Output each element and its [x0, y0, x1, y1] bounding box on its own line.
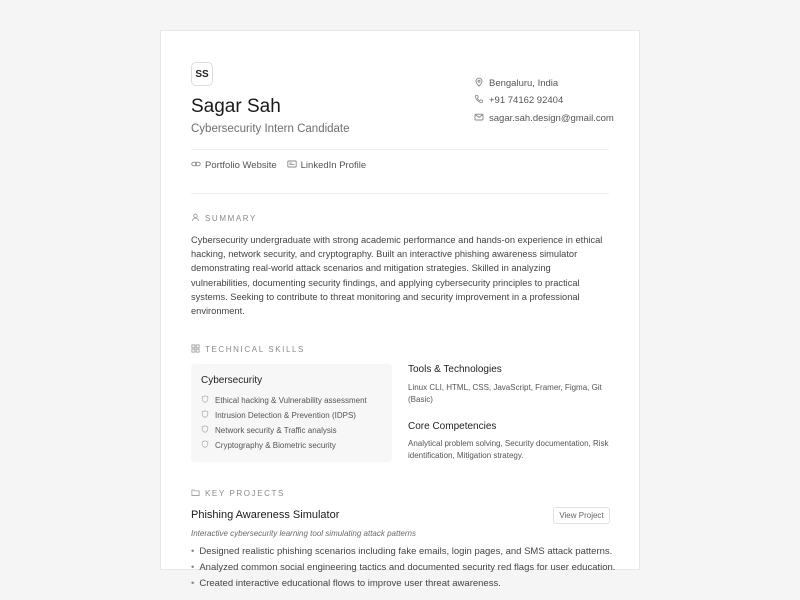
- skill-item: [201, 440, 336, 450]
- project-title: Phishing Awareness Simulator: [191, 509, 340, 521]
- contact-email[interactable]: [474, 112, 614, 125]
- summary-heading-label: SUMMARY: [205, 214, 257, 223]
- core-competencies-text: Analytical problem solving, Security documentation, Risk identification, Mitigation strategy.: [408, 439, 609, 460]
- skill-item: [201, 410, 356, 420]
- project-bullet: • Created interactive educational flows to improve user threat awareness.: [191, 578, 501, 589]
- projects-heading-label: KEY PROJECTS: [205, 489, 285, 498]
- profile-links: [191, 159, 366, 172]
- project-subtitle: Interactive cybersecurity learning tool simulating attack patterns: [191, 529, 416, 538]
- link-icon: [191, 159, 201, 172]
- grid-icon: [191, 344, 200, 355]
- skills-heading-label: TECHNICAL SKILLS: [205, 345, 305, 354]
- projects-heading: [191, 488, 285, 499]
- phone-text: +91 74162 92404: [489, 95, 564, 106]
- shield-icon: [201, 440, 209, 450]
- cybersecurity-title: Cybersecurity: [201, 375, 263, 386]
- location-pin-icon: [474, 77, 484, 90]
- portfolio-link-label[interactable]: Portfolio Website: [205, 160, 277, 171]
- candidate-role: Cybersecurity Intern Candidate: [191, 123, 350, 135]
- summary-heading: [191, 213, 257, 224]
- divider: [191, 149, 609, 150]
- location-text: Bengaluru, India: [489, 78, 559, 89]
- skill-item: [201, 395, 367, 405]
- id-card-icon: [287, 159, 297, 172]
- folder-icon: [191, 488, 200, 499]
- skill-item-label: Network security & Traffic analysis: [215, 425, 337, 435]
- contact-location: [474, 77, 558, 90]
- shield-icon: [201, 395, 209, 405]
- phone-icon: [474, 94, 484, 107]
- skill-item-label: Cryptography & Biometric security: [215, 440, 336, 450]
- skill-item-label: Intrusion Detection & Prevention (IDPS): [215, 410, 356, 420]
- project-bullet: • Designed realistic phishing scenarios including fake emails, login pages, and SMS attack patterns.: [191, 546, 612, 557]
- linkedin-link[interactable]: [287, 159, 366, 172]
- summary-text: Cybersecurity undergraduate with strong academic performance and hands-on experience in ethical hacking, network security, and cryptography. Built an interactive phishing awareness simulator demonstrating real-world attack scenarios and mitigation strategies. Skilled in analyzing vulnerabilities, documenting security findings, and applying cybersecurity principles to practical systems. Seeking to contribute to threat monitoring and security improvement in a professional environment.: [191, 235, 603, 317]
- skill-item-label: Ethical hacking & Vulnerability assessment: [215, 395, 367, 405]
- contact-phone: [474, 94, 563, 107]
- skills-heading: [191, 344, 305, 355]
- tools-text: Linux CLI, HTML, CSS, JavaScript, Framer, Figma, Git (Basic): [408, 383, 602, 404]
- monogram-badge: SS: [191, 62, 213, 86]
- project-bullet: • Analyzed common social engineering tactics and documented security red flags for user education.: [191, 562, 615, 573]
- user-icon: [191, 213, 200, 224]
- linkedin-link-label[interactable]: LinkedIn Profile: [300, 160, 367, 171]
- candidate-name: Sagar Sah: [191, 96, 281, 117]
- shield-icon: [201, 410, 209, 420]
- tools-heading: Tools & Technologies: [408, 364, 502, 375]
- divider: [191, 193, 609, 194]
- email-text[interactable]: sagar.sah.design@gmail.com: [489, 113, 614, 124]
- view-project-button[interactable]: View Project: [553, 507, 610, 524]
- skill-item: [201, 425, 337, 435]
- cybersecurity-skill-box: [191, 364, 392, 462]
- portfolio-link[interactable]: [191, 159, 277, 172]
- shield-icon: [201, 425, 209, 435]
- mail-icon: [474, 112, 484, 125]
- core-competencies-heading: Core Competencies: [408, 421, 497, 432]
